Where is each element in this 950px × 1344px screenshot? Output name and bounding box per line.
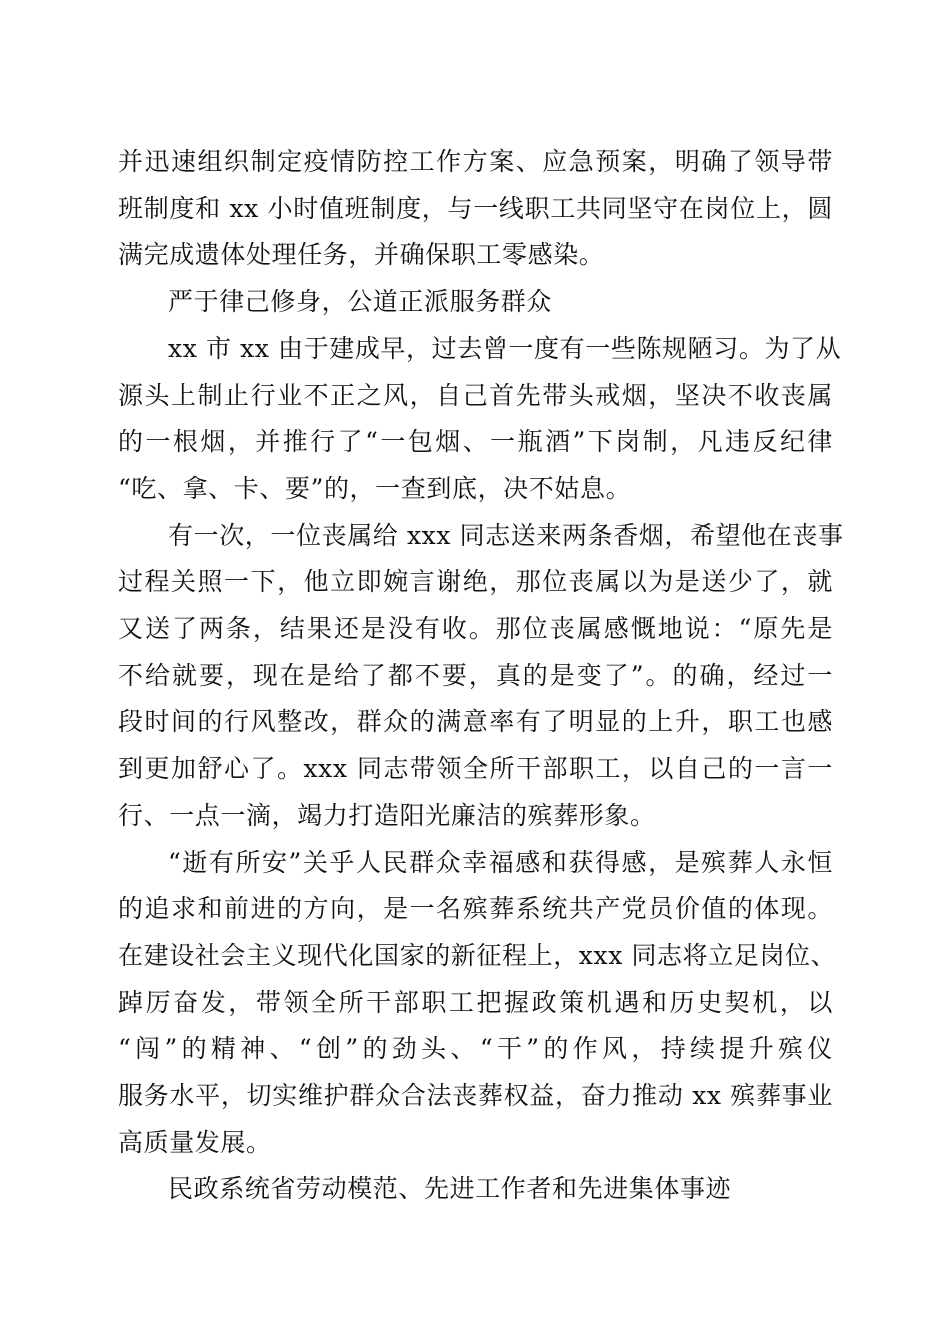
text-line: 到更加舒心了。xxx 同志带领全所干部职工，以自己的一言一 bbox=[118, 754, 833, 784]
text-line: 并迅速组织制定疫情防控工作方案、应急预案，明确了领导带 bbox=[118, 147, 833, 176]
section-heading-model-workers bbox=[118, 1166, 833, 1213]
text-line: 又送了两条，结果还是没有收。那位丧属感慨地说：“原先是 bbox=[118, 614, 833, 644]
text-line: “闯”的精神、“创”的劲头、“干”的作风，持续提升殡仪 bbox=[118, 1034, 833, 1064]
text-line: xx 市 xx 由于建成早，过去曾一度有一些陈规陋习。为了从 bbox=[168, 333, 842, 363]
text-line: 班制度和 xx 小时值班制度，与一线职工共同坚守在岗位上，圆 bbox=[118, 193, 833, 223]
text-line: 过程关照一下，他立即婉言谢绝，那位丧属以为是送少了，就 bbox=[118, 567, 833, 597]
section-heading-self-discipline bbox=[118, 279, 833, 326]
text-line: 段时间的行风整改，群众的满意率有了明显的上升，职工也感 bbox=[118, 707, 833, 737]
heading-line: 严于律己修身，公道正派服务群众 bbox=[168, 287, 553, 317]
text-line: 不给就要，现在是给了都不要，真的是变了”。的确，经过一 bbox=[118, 660, 833, 690]
text-line: 的追求和前进的方向，是一名殡葬系统共产党员价值的体现。 bbox=[118, 894, 833, 924]
text-line: 满完成遗体处理任务，并确保职工零感染。 bbox=[118, 240, 605, 270]
paragraph-future-commitment bbox=[118, 840, 837, 1167]
text-line: 行、一点一滴，竭力打造阳光廉洁的殡葬形象。 bbox=[118, 800, 656, 830]
text-line: 有一次，一位丧属给 xxx 同志送来两条香烟，希望他在丧事 bbox=[168, 520, 844, 550]
paragraph-anti-malpractice bbox=[118, 326, 842, 513]
paragraph-epidemic-duty bbox=[118, 139, 833, 279]
text-line: “逝有所安”关乎人民群众幸福感和获得感，是殡葬人永恒 bbox=[168, 847, 833, 877]
text-line: 踔厉奋发，带领全所干部职工把握政策机遇和历史契机，以 bbox=[118, 987, 833, 1017]
text-line: 的一根烟，并推行了“一包烟、一瓶酒”下岗制，凡违反纪律 bbox=[118, 427, 833, 457]
text-line: “吃、拿、卡、要”的，一查到底，决不姑息。 bbox=[118, 473, 632, 503]
text-line: 高质量发展。 bbox=[118, 1127, 272, 1157]
text-line: 在建设社会主义现代化国家的新征程上，xxx 同志将立足岗位、 bbox=[118, 940, 837, 970]
paragraph-refused-gift bbox=[118, 513, 844, 840]
heading-line: 民政系统省劳动模范、先进工作者和先进集体事迹 bbox=[168, 1174, 732, 1204]
text-line: 服务水平，切实维护群众合法丧葬权益，奋力推动 xx 殡葬事业 bbox=[118, 1081, 833, 1111]
document-body bbox=[118, 139, 844, 1213]
text-line: 源头上制止行业不正之风，自己首先带头戒烟，坚决不收丧属 bbox=[118, 380, 833, 410]
